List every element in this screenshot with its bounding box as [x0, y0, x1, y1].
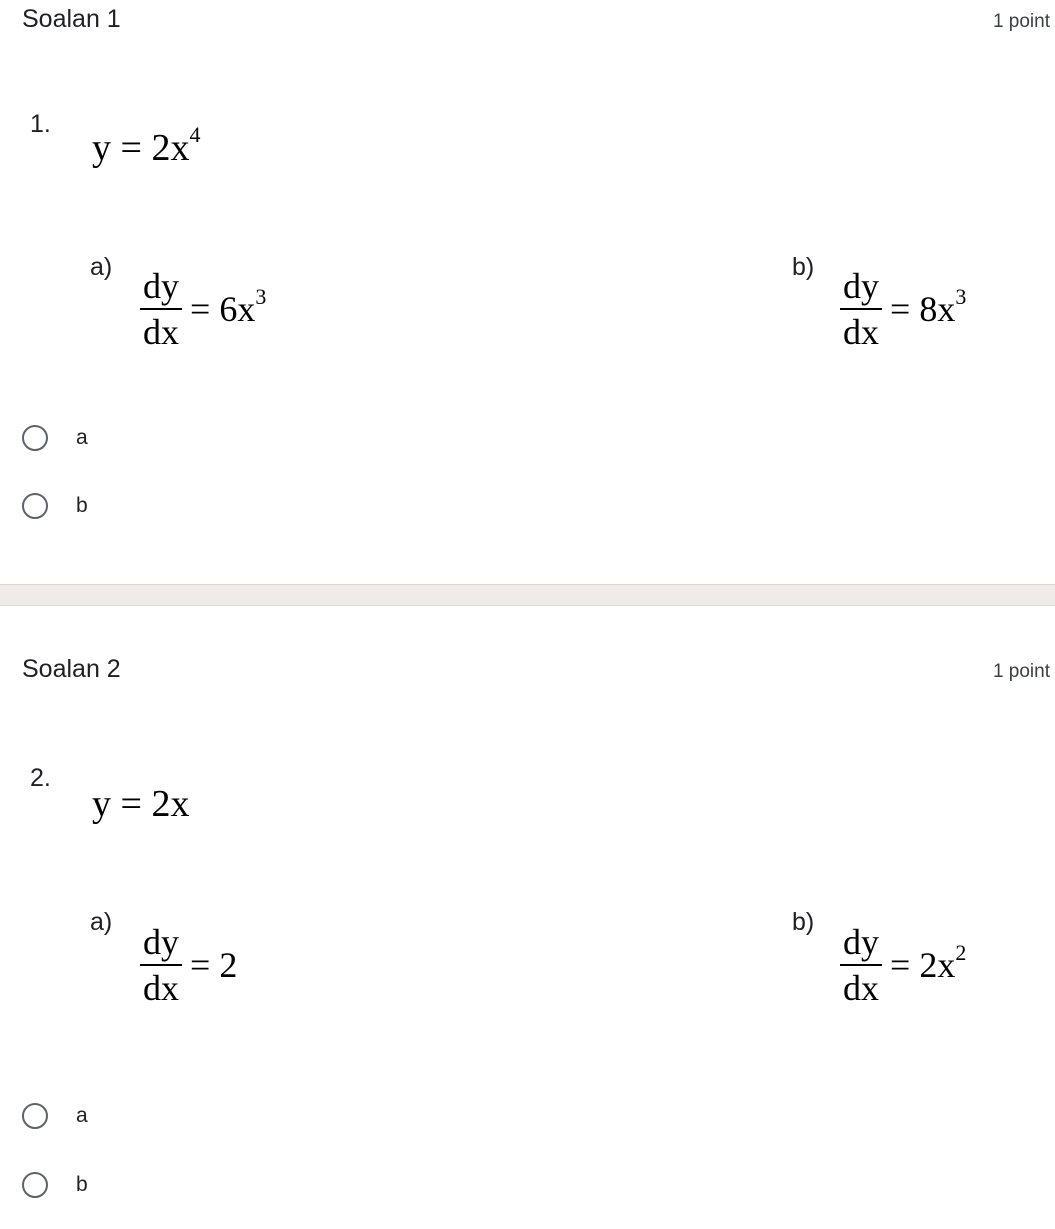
option-b-rhs — [890, 940, 967, 986]
equation-lhs: y — [92, 783, 111, 825]
equation-exponent: 4 — [189, 122, 201, 148]
question-points: 1 point — [992, 661, 1050, 682]
question-card-1 — [0, 0, 1055, 584]
question-equation — [92, 782, 189, 826]
radio-button-icon[interactable] — [22, 1103, 48, 1129]
rhs-base: 2x — [919, 945, 956, 985]
choice-b[interactable] — [22, 489, 88, 523]
question-title: Soalan 2 — [22, 655, 121, 683]
option-a-rhs — [190, 284, 267, 330]
equation-op: = — [120, 783, 142, 825]
fraction-denominator: dx — [143, 312, 179, 352]
choice-a[interactable] — [22, 1099, 88, 1133]
radio-button-icon[interactable] — [22, 1172, 48, 1198]
rhs-exponent: 3 — [955, 284, 967, 309]
radio-button-icon[interactable] — [22, 425, 48, 451]
derivative-fraction — [840, 268, 882, 350]
fraction-denominator: dx — [843, 312, 879, 352]
equation-lhs: y — [92, 127, 111, 169]
equals-sign: = — [190, 945, 211, 985]
option-b-equation — [840, 924, 966, 1006]
choice-label[interactable]: b — [76, 494, 88, 517]
choice-a[interactable] — [22, 421, 88, 455]
section-separator — [0, 584, 1055, 606]
fraction-numerator: dy — [143, 266, 179, 306]
option-b-letter: b) — [792, 253, 815, 281]
option-a-equation — [140, 924, 237, 1006]
option-b-equation — [840, 268, 966, 350]
equals-sign: = — [890, 289, 911, 329]
option-a-letter: a) — [90, 253, 113, 281]
equals-sign: = — [190, 289, 211, 329]
question-points: 1 point — [992, 11, 1050, 32]
radio-button-icon[interactable] — [22, 493, 48, 519]
derivative-fraction — [840, 924, 882, 1006]
rhs-base: 2 — [219, 945, 238, 985]
option-b-rhs — [890, 284, 967, 330]
option-a-letter: a) — [90, 908, 113, 936]
rhs-base: 8x — [919, 289, 956, 329]
choice-label[interactable]: a — [76, 1104, 88, 1127]
question-title: Soalan 1 — [22, 5, 121, 33]
equation-op: = — [120, 127, 142, 169]
rhs-exponent: 3 — [255, 284, 267, 309]
equation-rhs: 2x — [151, 127, 190, 169]
choice-label[interactable]: a — [76, 426, 88, 449]
fraction-denominator: dx — [143, 968, 179, 1008]
rhs-exponent: 2 — [955, 940, 967, 965]
question-card-2 — [0, 606, 1055, 1229]
derivative-fraction — [140, 924, 182, 1006]
fraction-numerator: dy — [843, 266, 879, 306]
fraction-denominator: dx — [843, 968, 879, 1008]
choice-b[interactable] — [22, 1168, 88, 1202]
rhs-base: 6x — [219, 289, 256, 329]
fraction-numerator: dy — [143, 922, 179, 962]
equals-sign: = — [890, 945, 911, 985]
derivative-fraction — [140, 268, 182, 350]
equation-rhs: 2x — [151, 783, 190, 825]
question-number: 2. — [30, 764, 51, 792]
option-a-equation — [140, 268, 266, 350]
fraction-numerator: dy — [843, 922, 879, 962]
option-b-letter: b) — [792, 908, 815, 936]
question-number: 1. — [30, 110, 51, 138]
choice-label[interactable]: b — [76, 1173, 88, 1196]
question-equation — [92, 122, 201, 170]
option-a-rhs — [190, 944, 237, 986]
